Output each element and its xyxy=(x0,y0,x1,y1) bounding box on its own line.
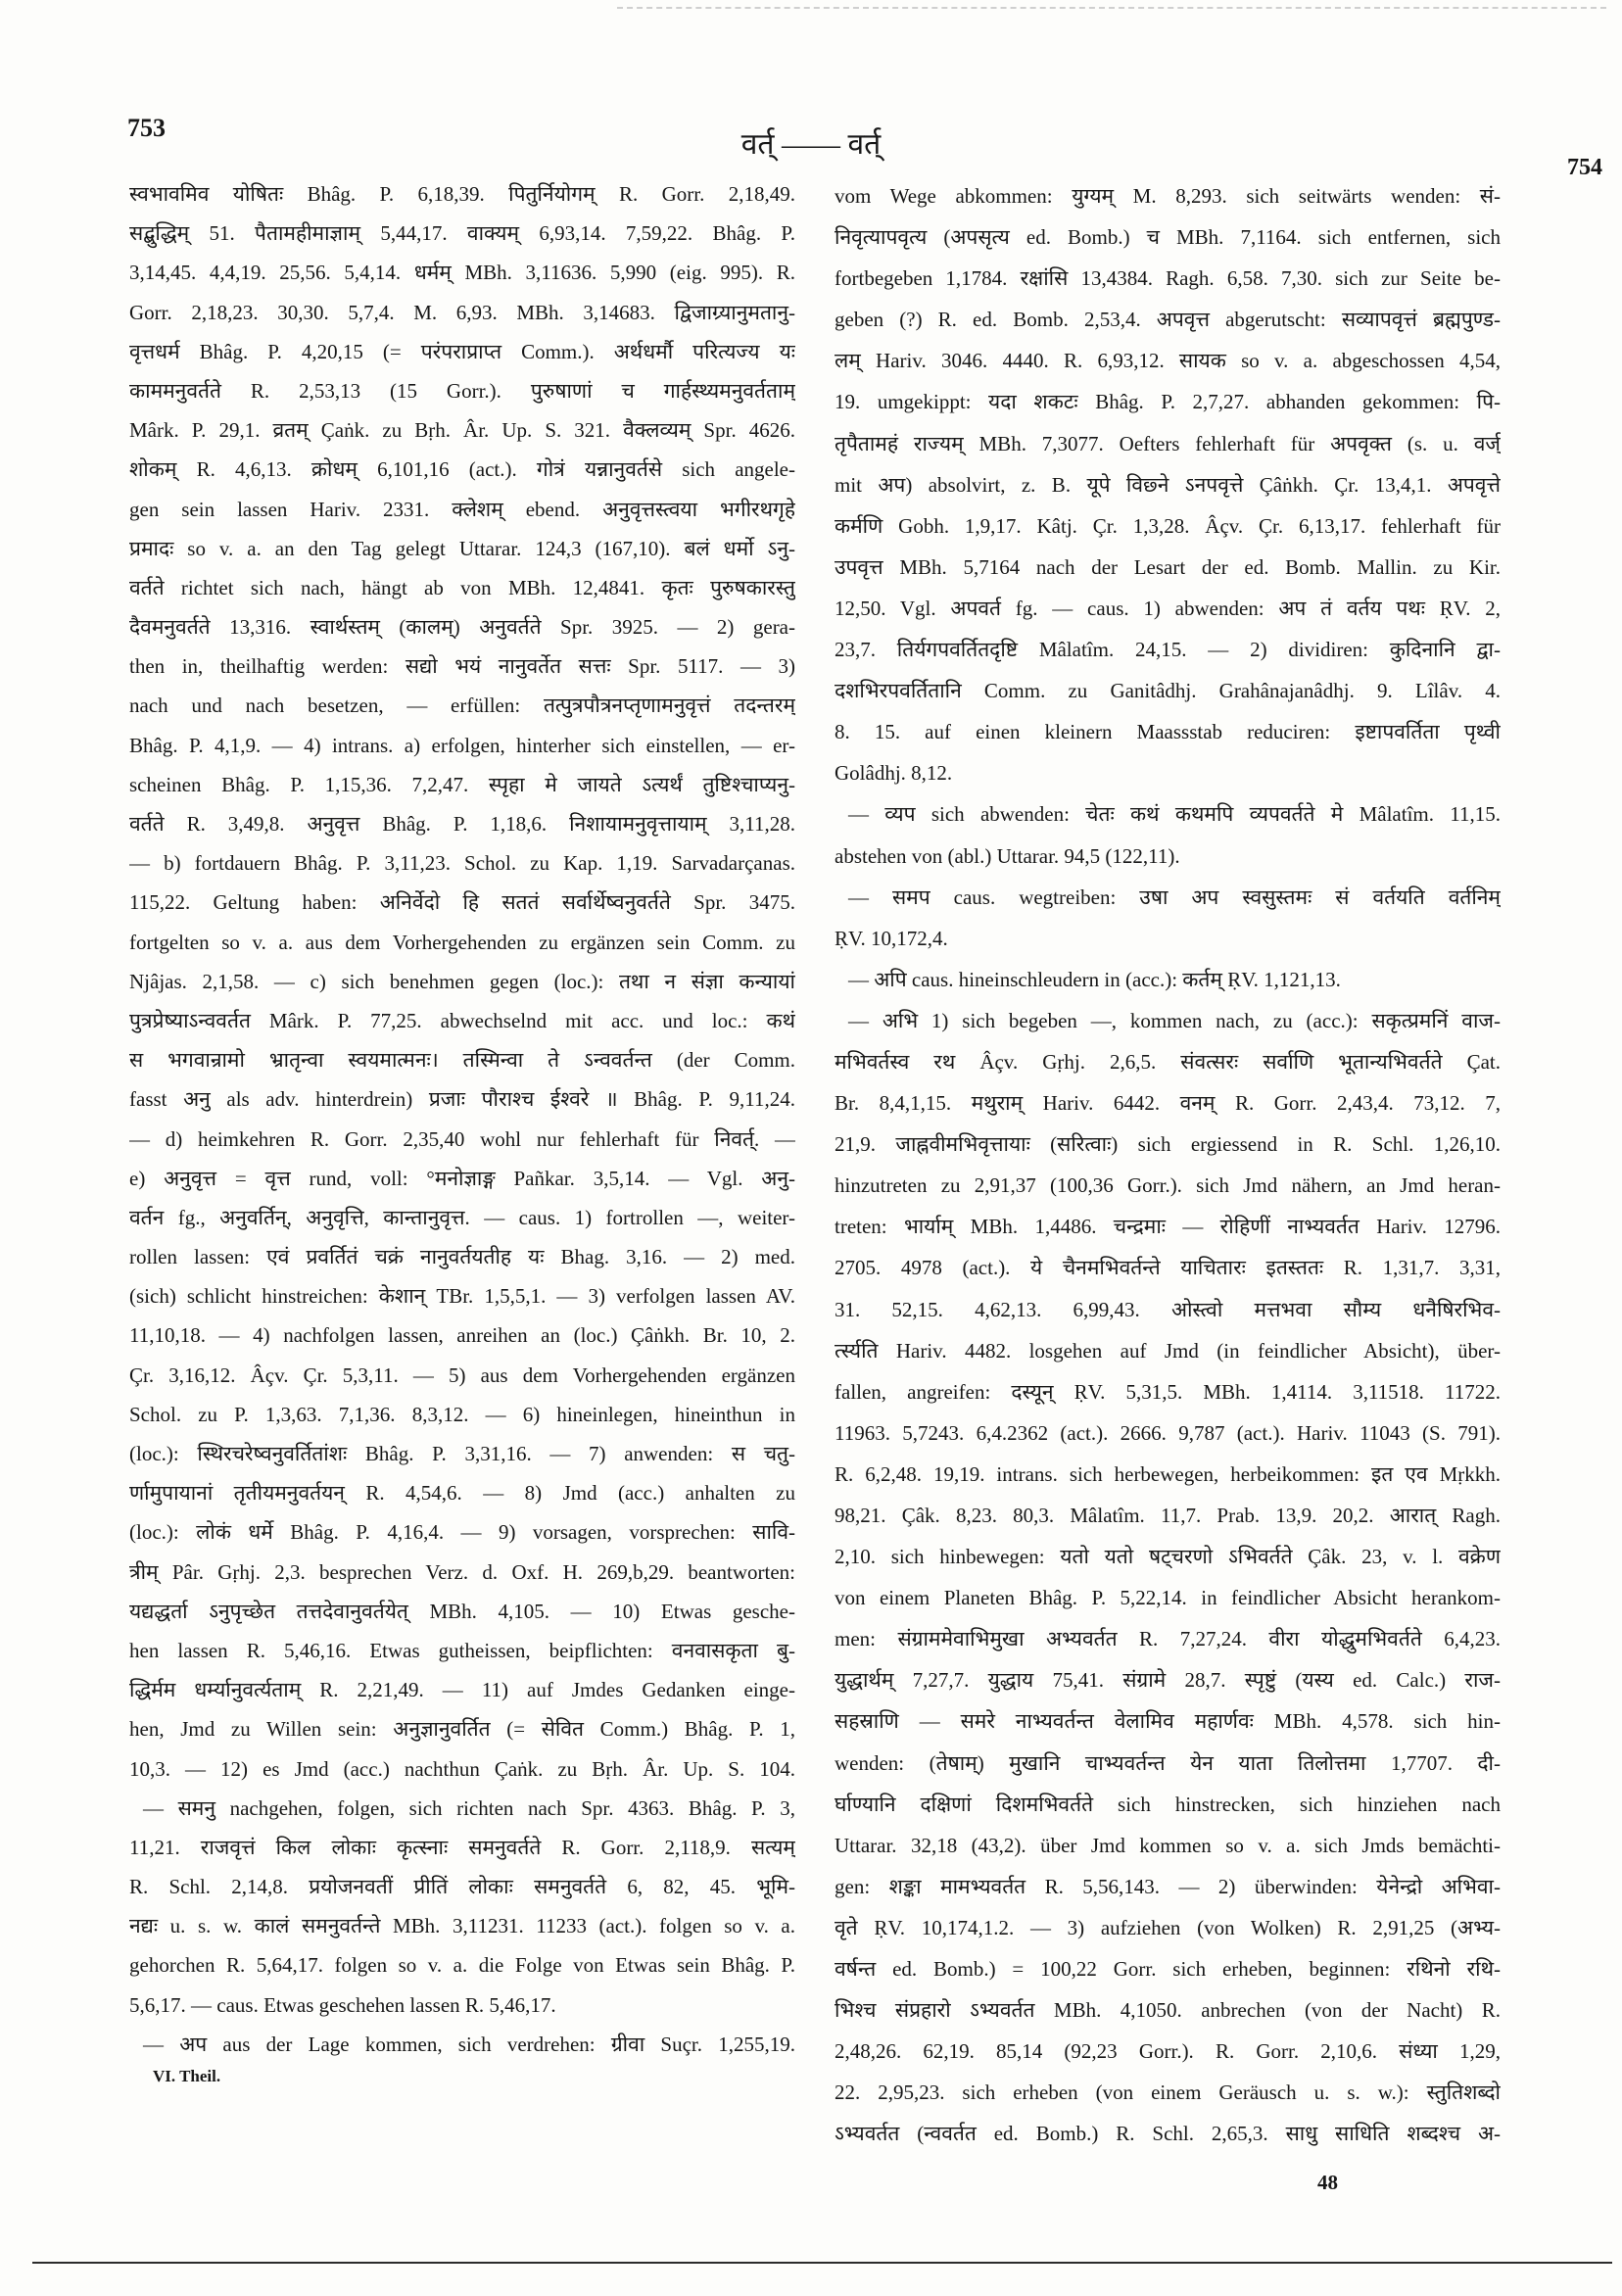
entry-line: — व्यप sich abwenden: चेतः कथं कथमपि व्यपवर्तते मे Mâlatîm. 11,15. xyxy=(848,802,1501,827)
entry-line: वर्तते richtet sich nach, hängt ab von MBh. 12,4841. कृतः पुरुषकारस्तु xyxy=(129,575,795,599)
entry-line: — b) fortdauern Bhâg. P. 3,11,23. Schol. zu Kap. 1,19. Sarvadarçanas. xyxy=(129,851,795,876)
entry-line: — समप caus. wegtreiben: उषा अप स्वसुस्तमः सं वर्तयति वर्तनिम् xyxy=(848,885,1501,909)
entry-line: wenden: (तेषाम्) मुखानि चाभ्यवर्तन्त येन याता तिलोत्तमा 1,7707. दी- xyxy=(835,1750,1501,1775)
entry-line: Mârk. P. 29,1. व्रतम् Çaṅk. zu Bṛh. Âr. Up. S. 321. वैक्लव्यम् Spr. 4626. xyxy=(129,418,795,443)
entry-line: (sich) schlicht hinstreichen: केशान् TBr. 1,5,5,1. — 3) verfolgen lassen AV. xyxy=(129,1284,795,1309)
top-dashed-rule xyxy=(617,7,1606,9)
entry-line: Gorr. 2,18,23. 30,30. 5,7,4. M. 6,93. MBh. 3,14683. द्विजाग्र्यानुमतानु- xyxy=(129,300,795,324)
entry-line: abstehen von (abl.) Uttarar. 94,5 (122,11). xyxy=(835,843,1180,868)
entry-line: 115,22. Geltung haben: अनिर्वेदो हि सततं सर्वार्थेष्वनुवर्तते Spr. 3475. xyxy=(129,890,795,915)
entry-line: 2,10. sich hinbewegen: यतो यतो षट्चरणो ऽभिवर्तते Çâk. 23, v. l. वक्रेण xyxy=(835,1545,1501,1569)
entry-line: treten: भार्याम् MBh. 1,4486. चन्द्रमाः — रोहिणीं नाभ्यवर्तत Hariv. 12796. xyxy=(835,1215,1501,1239)
entry-line: (loc.): स्थिरचरेष्वनुवर्तितांशः Bhâg. P. 3,31,16. — 7) anwenden: स चतु- xyxy=(129,1442,795,1465)
entry-line: 31. 52,15. 4,62,13. 6,99,43. ओस्त्वो मत्तभवा सौम्य धनैषिरभिव- xyxy=(835,1297,1501,1321)
entry-line: ṚV. 10,172,4. xyxy=(835,926,948,950)
entry-line: (loc.): लोकं धर्मे Bhâg. P. 4,16,4. — 9) vorsagen, vorsprechen: सावि- xyxy=(129,1520,795,1545)
entry-line: — समनु nachgehen, folgen, sich richten nach Spr. 4363. Bhâg. P. 3, xyxy=(143,1795,795,1820)
entry-line: gen sein lassen Hariv. 2331. क्लेशम् ebend. अनुवृत्तस्त्वया भगीरथगृहे xyxy=(129,497,795,521)
entry-line: 11,10,18. — 4) nachfolgen lassen, anreihen an (loc.) Çâṅkh. Br. 10, 2. xyxy=(129,1323,795,1348)
entry-line: R. Schl. 2,14,8. प्रयोजनवतीं प्रीतिं लोकाः समनुवर्तते 6, 82, 45. भूमि- xyxy=(129,1875,795,1899)
volume-note: VI. Theil. xyxy=(153,2067,221,2085)
entry-line: 3,14,45. 4,4,19. 25,56. 5,4,14. धर्मम् MBh. 3,11636. 5,990 (eig. 995). R. xyxy=(129,261,795,285)
entry-line: 21,9. जाह्नवीमभिवृत्तायाः (सरित्वाः) sich ergiessend in R. Schl. 1,26,10. xyxy=(835,1132,1501,1157)
entry-line: पुत्रप्रेष्याऽन्ववर्तत Mârk. P. 77,25. abwechselnd mit acc. und loc.: कथं xyxy=(129,1008,795,1032)
entry-line: geben (?) R. ed. Bomb. 2,53,4. अपवृत्त abgerutscht: सव्यापवृत्तं ब्रह्मपुण्ड- xyxy=(835,308,1501,332)
entry-line: hen lassen R. 5,46,16. Etwas gutheissen, beipflichten: वनवासकृता बु- xyxy=(129,1638,795,1662)
entry-line: र्णामुपायानां तृतीयमनुवर्तयन् R. 4,54,6. — 8) Jmd (acc.) anhalten zu xyxy=(129,1481,795,1506)
entry-line: सहस्राणि — समरे नाभ्यवर्तन्त वेलामिव महार्णवः MBh. 4,578. sich hin- xyxy=(835,1709,1501,1734)
entry-line: Uttarar. 32,18 (43,2). über Jmd kommen so v. a. sich Jmds bemächti- xyxy=(835,1833,1501,1857)
entry-line: vom Wege abkommen: युग्यम् M. 8,293. sich seitwärts wenden: सं- xyxy=(835,184,1501,208)
entry-line: hen, Jmd zu Willen sein: अनुज्ञानुवर्तित (= सेवित Comm.) Bhâg. P. 1, xyxy=(129,1717,795,1742)
entry-line: 23,7. तिर्यगपवर्तितदृष्टि Mâlatîm. 24,15. — 2) dividiren: कुदिनानि द्वा- xyxy=(835,638,1501,662)
entry-line: सद्बुद्धिम् 51. पैतामहीमाज्ञाम् 5,44,17. वाक्यम् 6,93,14. 7,59,22. Bhâg. P. xyxy=(129,221,795,246)
entry-line: दशभिरपवर्तितानि Comm. zu Ganitâdhj. Grahânajanâdhj. 9. Lîlâv. 4. xyxy=(835,679,1501,703)
entry-line: Br. 8,4,1,15. मथुराम् Hariv. 6442. वनम् R. Gorr. 2,43,4. 73,12. 7, xyxy=(835,1091,1501,1116)
entry-line: fortgelten so v. a. aus dem Vorhergehenden zu ergänzen sein Comm. zu xyxy=(129,930,795,954)
entry-line: मभिवर्तस्व रथ Âçv. Gṛhj. 2,6,5. संवत्सरः सर्वाणि भूतान्यभिवर्तते Çat. xyxy=(835,1049,1501,1074)
entry-line: 8. 15. auf einen kleinern Maassstab reduciren: इष्टापवर्तिता पृथ्वी xyxy=(835,720,1501,744)
entry-line: then in, theilhaftig werden: सद्यो भयं नानुवर्तेत सत्तः Spr. 5117. — 3) xyxy=(129,654,795,679)
entry-line: लम् Hariv. 3046. 4440. R. 6,93,12. सायक so v. a. abgeschossen 4,54, xyxy=(835,349,1501,373)
entry-line: 2705. 4978 (act.). ये चैनमभिवर्तन्ते याचितारः इतस्ततः R. 1,31,7. 3,31, xyxy=(835,1256,1501,1280)
entry-line: प्रमादः so v. a. an den Tag gelegt Uttarar. 124,3 (167,10). बलं धर्मो ऽनु- xyxy=(129,536,795,560)
entry-line: 2,48,26. 62,19. 85,14 (92,23 Gorr.). R. Gorr. 2,10,6. संध्या 1,29, xyxy=(835,2039,1501,2064)
entry-line: scheinen Bhâg. P. 1,15,36. 7,2,47. स्पृहा मे जायते ऽत्यर्थं तुष्टिश्चाप्यनु- xyxy=(129,772,795,796)
left-column xyxy=(129,174,795,2064)
entry-line: R. 6,2,48. 19,19. intrans. sich herbewegen, herbeikommen: इत एव Mṛkkh. xyxy=(835,1461,1501,1486)
entry-line: Bhâg. P. 4,1,9. — 4) intrans. a) erfolgen, hinterher sich einstellen, — er- xyxy=(129,733,795,757)
signature-mark: 48 xyxy=(1317,2171,1338,2194)
entry-line: — अभि 1) sich begeben —, kommen nach, zu (acc.): सकृत्प्रमनिं वाज- xyxy=(848,1008,1501,1032)
entry-line: द्धिर्मम धर्म्यानुवर्त्यताम् R. 2,21,49. — 11) auf Jmdes Gedanken einge- xyxy=(129,1678,795,1702)
page-number-right: 754 xyxy=(1567,155,1602,180)
entry-line: hinzutreten zu 2,91,37 (100,36 Gorr.). sich Jmd nähern, an Jmd heran- xyxy=(835,1173,1501,1198)
entry-line: e) अनुवृत्त = वृत्त rund, voll: °मनोज्ञाङ्ग Pañkar. 3,5,14. — Vgl. अनु- xyxy=(129,1166,795,1190)
entry-line: Schol. zu P. 1,3,63. 7,1,36. 8,3,12. — 6) hineinlegen, hineinthun in xyxy=(129,1402,795,1426)
entry-line: नद्यः u. s. w. कालं समनुवर्तन्ते MBh. 3,11231. 11233 (act.). folgen so v. a. xyxy=(129,1914,795,1938)
entry-line: निवृत्यापवृत्य (अपसृत्य ed. Bomb.) च MBh. 7,1164. sich entfernen, sich xyxy=(835,225,1501,250)
running-headword: वर्त् —— वर्त् xyxy=(740,128,882,161)
entry-line: शोकम् R. 4,6,13. क्रोधम् 6,101,16 (act.). गोत्रं यन्नानुवर्तसे sich angele- xyxy=(129,457,795,482)
entry-line: Çr. 3,16,12. Âçv. Çr. 5,3,11. — 5) aus dem Vorhergehenden ergänzen xyxy=(129,1363,795,1387)
entry-line: 11963. 5,7243. 6,4.2362 (act.). 2666. 9,787 (act.). Hariv. 11043 (S. 791). xyxy=(835,1420,1501,1445)
entry-line: nach und nach besetzen, — erfüllen: तत्पुत्रपौत्रनप्तृणामनुवृत्तं तदन्तरम् xyxy=(129,694,795,718)
entry-line: वृते ṚV. 10,174,1.2. — 3) aufziehen (von Wolken) R. 2,91,25 (अभ्य- xyxy=(835,1915,1501,1939)
entry-line: युद्धार्थम् 7,27,7. युद्धाय 75,41. संग्रामे 28,7. स्पृष्टुं (यस्य ed. Calc.) राज- xyxy=(835,1668,1501,1693)
entry-line: ऽभ्यवर्तत (न्ववर्तत ed. Bomb.) R. Schl. 2,65,3. साधु साधिति शब्दश्च अ- xyxy=(835,2122,1501,2146)
bottom-rule xyxy=(32,2262,1612,2264)
entry-line: gen: शङ्का मामभ्यवर्तत R. 5,56,143. — 2) überwinden: येनेन्द्रो अभिवा- xyxy=(835,1874,1501,1898)
entry-line: 10,3. — 12) es Jmd (acc.) nachthun Çaṅk. zu Bṛh. Âr. Up. S. 104. xyxy=(129,1756,795,1781)
entry-line: यद्यद्धर्ता ऽनुपृच्छेत तत्तदेवानुवर्तयेत् MBh. 4,105. — 10) Etwas gesche- xyxy=(129,1599,795,1623)
entry-line: काममनुवर्तते R. 2,53,13 (15 Gorr.). पुरुषाणां च गार्हस्थ्यमनुवर्तताम् xyxy=(129,378,795,403)
right-column xyxy=(835,175,1501,2155)
entry-line: men: संग्राममेवाभिमुखा अभ्यवर्तत R. 7,27,24. वीरा योद्धुमभिवर्तते 6,4,23. xyxy=(835,1627,1501,1651)
entry-line: 5,6,17. — caus. Etwas geschehen lassen R. 5,46,17. xyxy=(129,1992,556,2017)
entry-line: वर्तते R. 3,49,8. अनुवृत्त Bhâg. P. 1,18,6. निशायामनुवृत्तायाम् 3,11,28. xyxy=(129,812,795,836)
entry-line: वर्तन fg., अनुवर्तिन्, अनुवृत्ति, कान्तानुवृत्त. — caus. 1) fortrollen —, weiter- xyxy=(129,1205,795,1229)
entry-line: fallen, angreifen: दस्यून् ṚV. 5,31,5. MBh. 1,4114. 3,11518. 11722. xyxy=(835,1379,1501,1404)
entry-line: Golâdhj. 8,12. xyxy=(835,761,953,786)
entry-line: von einem Planeten Bhâg. P. 5,22,14. in feindlicher Absicht herankom- xyxy=(835,1586,1501,1610)
entry-line: rollen lassen: एवं प्रवर्तितं चक्रं नानुवर्तयतीह यः Bhag. 3,16. — 2) med. xyxy=(129,1245,795,1269)
entry-line: mit अप) absolvirt, z. B. यूपे विछ्ने ऽनपवृत्ते Çâṅkh. Çr. 13,4,1. अपवृत्ते xyxy=(835,472,1501,497)
entry-line: र्त्स्यति Hariv. 4482. losgehen auf Jmd (in feindlicher Absicht), über- xyxy=(835,1338,1501,1363)
entry-line: 98,21. Çâk. 8,23. 80,3. Mâlatîm. 11,7. Prab. 13,9. 20,2. आरात् Ragh. xyxy=(835,1504,1501,1527)
entry-line: 22. 2,95,23. sich erheben (von einem Geräusch u. s. w.): स्तुतिशब्दो xyxy=(835,2081,1501,2105)
entry-line: — d) heimkehren R. Gorr. 2,35,40 wohl nur fehlerhaft für निवर्त्. — xyxy=(129,1126,795,1151)
entry-line: वर्षन्त ed. Bomb.) = 100,22 Gorr. sich erheben, beginnen: रथिनो रथि- xyxy=(835,1957,1501,1982)
entry-line: र्घाण्यानि दक्षिणां दिशमभिवर्तते sich hinstrecken, sich hinziehen nach xyxy=(835,1792,1501,1816)
entry-line: — अप aus der Lage kommen, sich verdrehen: ग्रीवा Suçr. 1,255,19. xyxy=(143,2032,795,2056)
entry-line: 12,50. Vgl. अपवर्त fg. — caus. 1) abwenden: अप तं वर्तय पथः ṚV. 2, xyxy=(835,596,1501,620)
entry-line: स भगवान्रामो भ्रातृन्वा स्वयमात्मनः। तस्मिन्वा ते ऽन्ववर्तन्त (der Comm. xyxy=(129,1048,795,1073)
entry-line: वृत्तधर्म Bhâg. P. 4,20,15 (= परंपराप्राप्त Comm.). अर्थधर्मौ परित्यज्य यः xyxy=(129,339,795,363)
entry-line: 19. umgekippt: यदा शकटः Bhâg. P. 2,7,27. abhanden gekommen: पि- xyxy=(835,390,1501,414)
entry-line: त्रीम् Pâr. Gṛhj. 2,3. besprechen Verz. d. Oxf. H. 269,b,29. beantworten: xyxy=(129,1559,795,1584)
entry-line: gehorchen R. 5,64,17. folgen so v. a. die Folge von Etwas sein Bhâg. P. xyxy=(129,1953,795,1978)
entry-line: दैवमनुवर्तते 13,316. स्वार्थस्तम् (कालम्) अनुवर्तते Spr. 3925. — 2) gera- xyxy=(129,615,795,640)
entry-line: fortbegeben 1,1784. रक्षांसि 13,4384. Ragh. 6,58. 7,30. sich zur Seite be- xyxy=(835,266,1501,291)
entry-line: उपवृत्त MBh. 5,7164 nach der Lesart der ed. Bomb. Mallin. zu Kir. xyxy=(835,554,1501,579)
entry-line: Njâjas. 2,1,58. — c) sich benehmen gegen (loc.): तथा न संज्ञा कन्यायां xyxy=(129,969,795,993)
entry-line: भिश्च संप्रहारो ऽभ्यवर्तत MBh. 4,1050. anbrechen (von der Nacht) R. xyxy=(835,1998,1501,2023)
page-number-left: 753 xyxy=(127,114,166,142)
entry-line: fasst अनु als adv. hinterdrein) प्रजाः पौराश्च ईश्वरे ॥ Bhâg. P. 9,11,24. xyxy=(129,1087,795,1112)
entry-line: स्वभावमिव योषितः Bhâg. P. 6,18,39. पितुर्नियोगम् R. Gorr. 2,18,49. xyxy=(129,182,795,206)
entry-line: 11,21. राजवृत्तं किल लोकाः कृत्स्नाः समनुवर्तते R. Gorr. 2,118,9. सत्यम् xyxy=(129,1835,795,1859)
entry-line: तृपैतामहं राज्यम् MBh. 7,3077. Oefters fehlerhaft für अपवृक्त (s. u. वर्ज् xyxy=(835,431,1501,455)
entry-line: — अपि caus. hineinschleudern in (acc.): कर्तम् ṚV. 1,121,13. xyxy=(848,967,1341,991)
entry-line: कर्मणि Gobh. 1,9,17. Kâtj. Çr. 1,3,28. Âçv. Çr. 6,13,17. fehlerhaft für xyxy=(835,513,1501,538)
